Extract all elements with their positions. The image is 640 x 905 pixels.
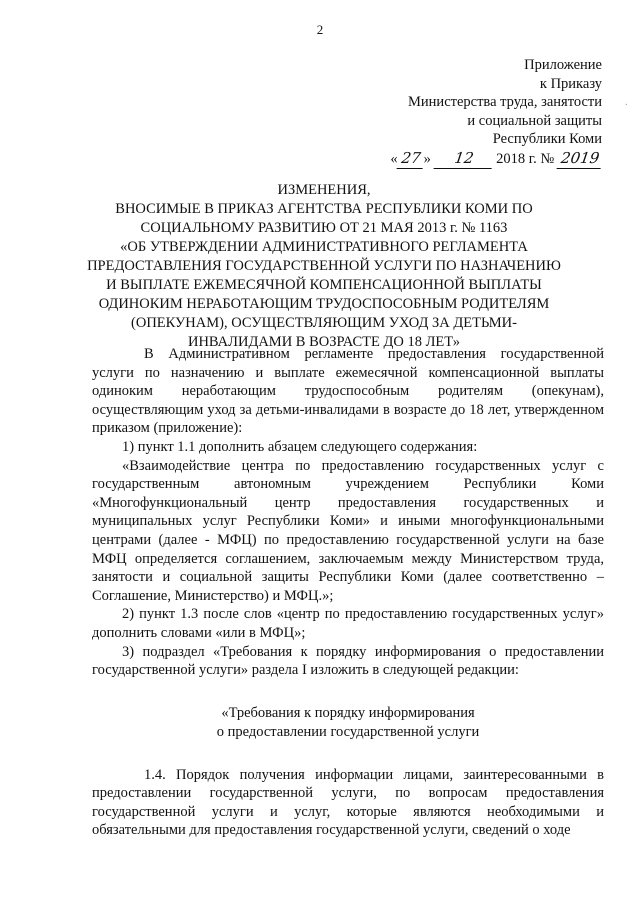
title-line: «ОБ УТВЕРЖДЕНИИ АДМИНИСТРАТИВНОГО РЕГЛАМЕНТА (120, 239, 528, 255)
appendix-line: к Приказу (539, 75, 602, 92)
date-open-quote: « (390, 150, 398, 167)
section-heading-line: о предоставлении государственной услуги (216, 723, 480, 740)
appendix-line: Приложение (524, 57, 602, 73)
title-line: ВНОСИМЫЕ В ПРИКАЗ АГЕНТСТВА РЕСПУБЛИКИ КОМИ ПО (115, 201, 533, 217)
appendix-line: Республики Коми (492, 131, 602, 147)
amendment-item-1: 1) пункт 1.1 дополнить абзацем следующего содержания: (122, 438, 478, 455)
title-line: (ОПЕКУНАМ), ОСУЩЕСТВЛЯЮЩИМ УХОД ЗА ДЕТЬМИ- (131, 315, 517, 331)
appendix-line: Министерства труда, занятости (408, 94, 602, 110)
amendment-item-3: 3) подраздел «Требования к порядку информирования о предоставлении государственной услуги» раздела I изложить в следующей редакции: (92, 643, 604, 679)
document-body (92, 345, 604, 840)
title-line: СОЦИАЛЬНОМУ РАЗВИТИЮ ОТ 21 МАЯ 2013 г. № 1163 (140, 220, 508, 236)
title-line: ПРЕДОСТАВЛЕНИЯ ГОСУДАРСТВЕННОЙ УСЛУГИ ПО НАЗНАЧЕНИЮ (87, 258, 561, 274)
intro-paragraph: В Административном регламенте предоставления государственной услуги по назначению и выплате ежемесячной компенсационной выплаты одиноким неработающим трудоспособным родителям (опекунам), осуществляющим уход за детьми-инвалидами в возрасте до 18 лет, утвержденном приказом (приложение): (92, 346, 604, 437)
date-close-quote: » (423, 150, 431, 167)
title-line: ОДИНОКИМ НЕРАБОТАЮЩИМ ТРУДОСПОСОБНЫМ РОДИТЕЛЯМ (98, 296, 550, 312)
section-heading (92, 704, 604, 742)
document-title (60, 181, 588, 352)
amendment-quote-1: «Взаимодействие центра по предоставлению государственных услуг с государственным автономным учреждением Республики Коми «Многофункциональный центр предоставления государственных и муниципальных услуг Республики Коми» и иными многофункциональными центрами (далее - МФЦ) по предоставлению государственной услуги на базе МФЦ определяется соглашением, заключаемым между Министерством труда, занятости и социальной защиты Республики Коми (далее соответственно – Соглашение, Министерство) и МФЦ.»; (92, 457, 604, 604)
appendix-block (390, 56, 602, 168)
section-heading-line: «Требования к порядку информирования (221, 704, 475, 721)
title-line: ИНВАЛИДАМИ В ВОЗРАСТЕ ДО 18 ЛЕТ» (187, 334, 461, 350)
handwritten-order-number: 2019 (556, 149, 603, 169)
amendment-item-2: 2) пункт 1.3 после слов «центр по предоставлению государственных услуг» дополнить словами «или в МФЦ»; (92, 606, 604, 641)
title-line: ИЗМЕНЕНИЯ, (277, 182, 371, 198)
date-year-label: 2018 г. № (496, 150, 555, 167)
order-date-line (390, 149, 602, 169)
appendix-line: и социальной защиты (467, 112, 602, 129)
handwritten-day: 27 (396, 149, 425, 169)
paragraph-1-4: 1.4. Порядок получения информации лицами, заинтересованными в предоставлении государственной услуги, по вопросам предоставления государственной услуги и услуг, которые являются необходимыми и обязательными для предоставления государственной услуги, сведений о ходе (92, 766, 604, 839)
handwritten-month: 12 (433, 149, 494, 169)
page-number: 2 (316, 22, 324, 37)
scan-mark: · (624, 100, 628, 111)
title-line: И ВЫПЛАТЕ ЕЖЕМЕСЯЧНОЙ КОМПЕНСАЦИОННОЙ ВЫПЛАТЫ (106, 277, 542, 293)
